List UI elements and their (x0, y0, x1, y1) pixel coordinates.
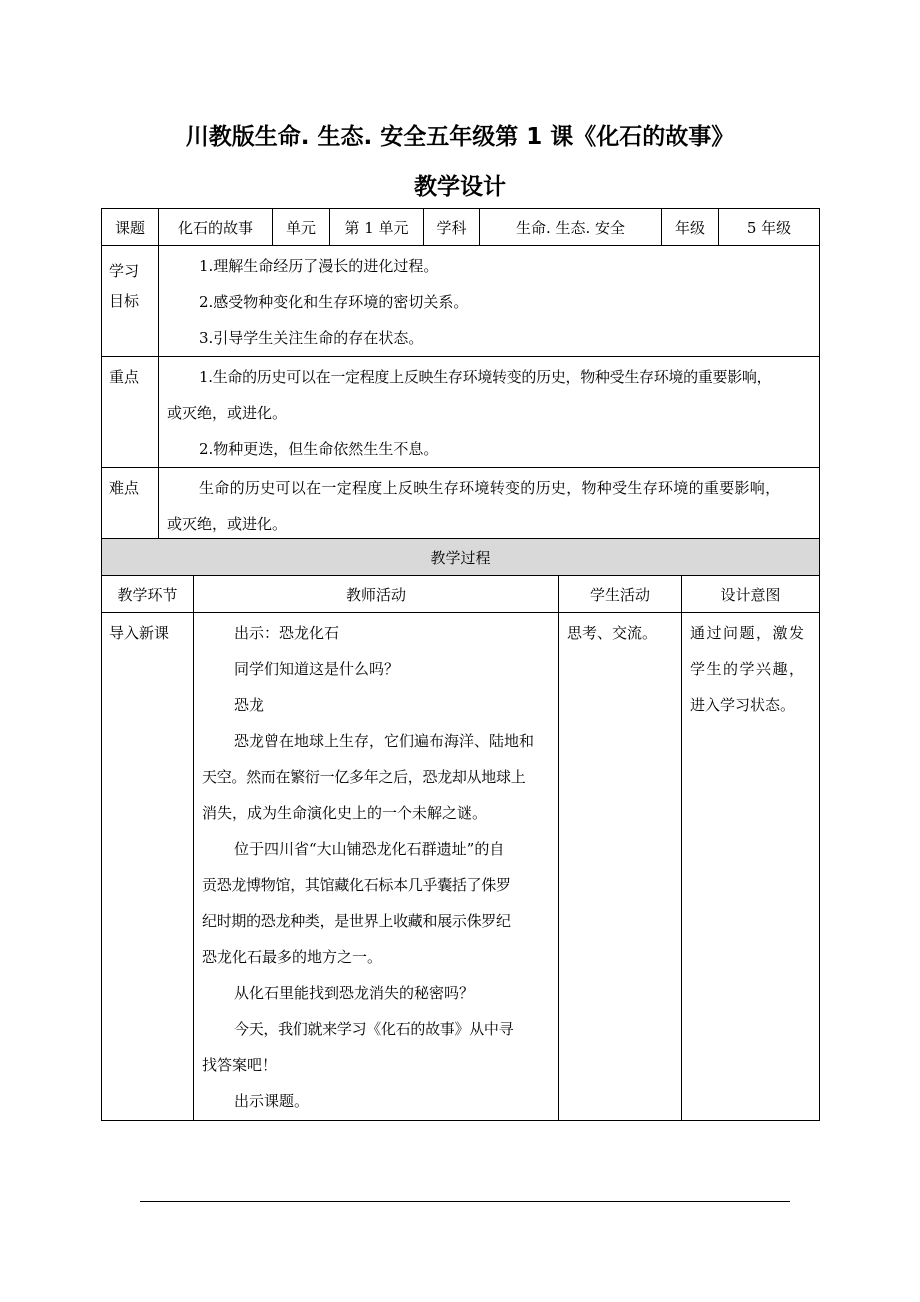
objectives-content (159, 246, 820, 357)
teacher-line: 出示课题。 (234, 1092, 310, 1110)
objective-item: 2.感受物种变化和生存环境的密切关系。 (199, 293, 469, 311)
difficulties-label-text: 难点 (109, 479, 140, 497)
student-text: 思考、交流。 (567, 624, 658, 642)
objective-item: 1.理解生命经历了漫长的进化过程。 (199, 257, 439, 275)
objectives-label-line: 学习 (109, 262, 140, 280)
teacher-line: 找答案吧！ (202, 1056, 278, 1074)
col-teacher-header: 教师活动 (194, 576, 559, 613)
student-activity-cell (559, 613, 682, 1121)
teacher-activity-cell (194, 613, 559, 1121)
key-points-label (102, 357, 159, 468)
document-subtitle: 教学设计 (414, 174, 506, 200)
teacher-line: 从化石里能找到恐龙消失的秘密吗？ (234, 984, 475, 1002)
teacher-line: 今天，我们就来学习《化石的故事》从中寻 (234, 1020, 514, 1038)
lesson-label: 课题 (102, 209, 159, 246)
key-point-item-cont: 或灭绝，或进化。 (167, 404, 288, 422)
objectives-label-line: 目标 (109, 292, 140, 310)
unit-value: 第 1 单元 (330, 209, 424, 246)
lesson-value: 化石的故事 (159, 209, 273, 246)
key-points-label-text: 重点 (109, 368, 140, 386)
difficulties-label (102, 468, 159, 543)
design-intent-cell (682, 613, 820, 1121)
stage-text: 导入新课 (109, 624, 170, 642)
col-student-header: 学生活动 (559, 576, 682, 613)
teacher-line: 恐龙 (234, 696, 265, 714)
teacher-line: 消失，成为生命演化史上的一个未解之谜。 (202, 804, 488, 822)
teacher-line: 位于四川省“大山铺恐龙化石群遗址”的自 (234, 840, 505, 858)
info-table (101, 208, 820, 543)
process-header: 教学过程 (102, 539, 820, 576)
key-point-item: 2.物种更迭，但生命依然生生不息。 (199, 440, 439, 458)
process-table (101, 538, 820, 1121)
key-points-content (159, 357, 820, 468)
teacher-line: 贡恐龙博物馆，其馆藏化石标本几乎囊括了侏罗 (202, 876, 511, 894)
teacher-line: 出示：恐龙化石 (234, 624, 340, 642)
intent-line: 进入学习状态。 (690, 696, 796, 714)
teacher-line: 恐龙化石最多的地方之一。 (202, 948, 383, 966)
difficulties-content (159, 468, 820, 543)
teacher-line: 恐龙曾在地球上生存，它们遍布海洋、陆地和 (234, 732, 535, 750)
key-point-item: 1.生命的历史可以在一定程度上反映生存环境转变的历史，物种受生存环境的重要影响， (199, 368, 772, 386)
difficulty-line: 生命的历史可以在一定程度上反映生存环境转变的历史，物种受生存环境的重要影响， (199, 479, 781, 497)
intent-line: 学生的学兴趣， (690, 660, 806, 678)
col-stage-header: 教学环节 (102, 576, 194, 613)
teacher-line: 纪时期的恐龙种类，是世界上收藏和展示侏罗纪 (202, 912, 511, 930)
subject-value: 生命. 生态. 安全 (480, 209, 662, 246)
unit-label: 单元 (273, 209, 330, 246)
objectives-label (102, 246, 159, 357)
grade-value: 5 年级 (719, 209, 820, 246)
grade-label: 年级 (662, 209, 719, 246)
difficulty-line: 或灭绝，或进化。 (167, 515, 288, 533)
footer-rule (140, 1201, 790, 1202)
teacher-line: 同学们知道这是什么吗？ (234, 660, 400, 678)
subject-label: 学科 (424, 209, 480, 246)
intent-line: 通过问题，激发 (690, 624, 806, 642)
stage-cell (102, 613, 194, 1121)
col-intent-header: 设计意图 (682, 576, 820, 613)
document-title: 川教版生命. 生态. 安全五年级第 1 课《化石的故事》 (185, 124, 735, 150)
objective-item: 3.引导学生关注生命的存在状态。 (199, 329, 424, 347)
teacher-line: 天空。然而在繁衍一亿多年之后，恐龙却从地球上 (202, 768, 526, 786)
